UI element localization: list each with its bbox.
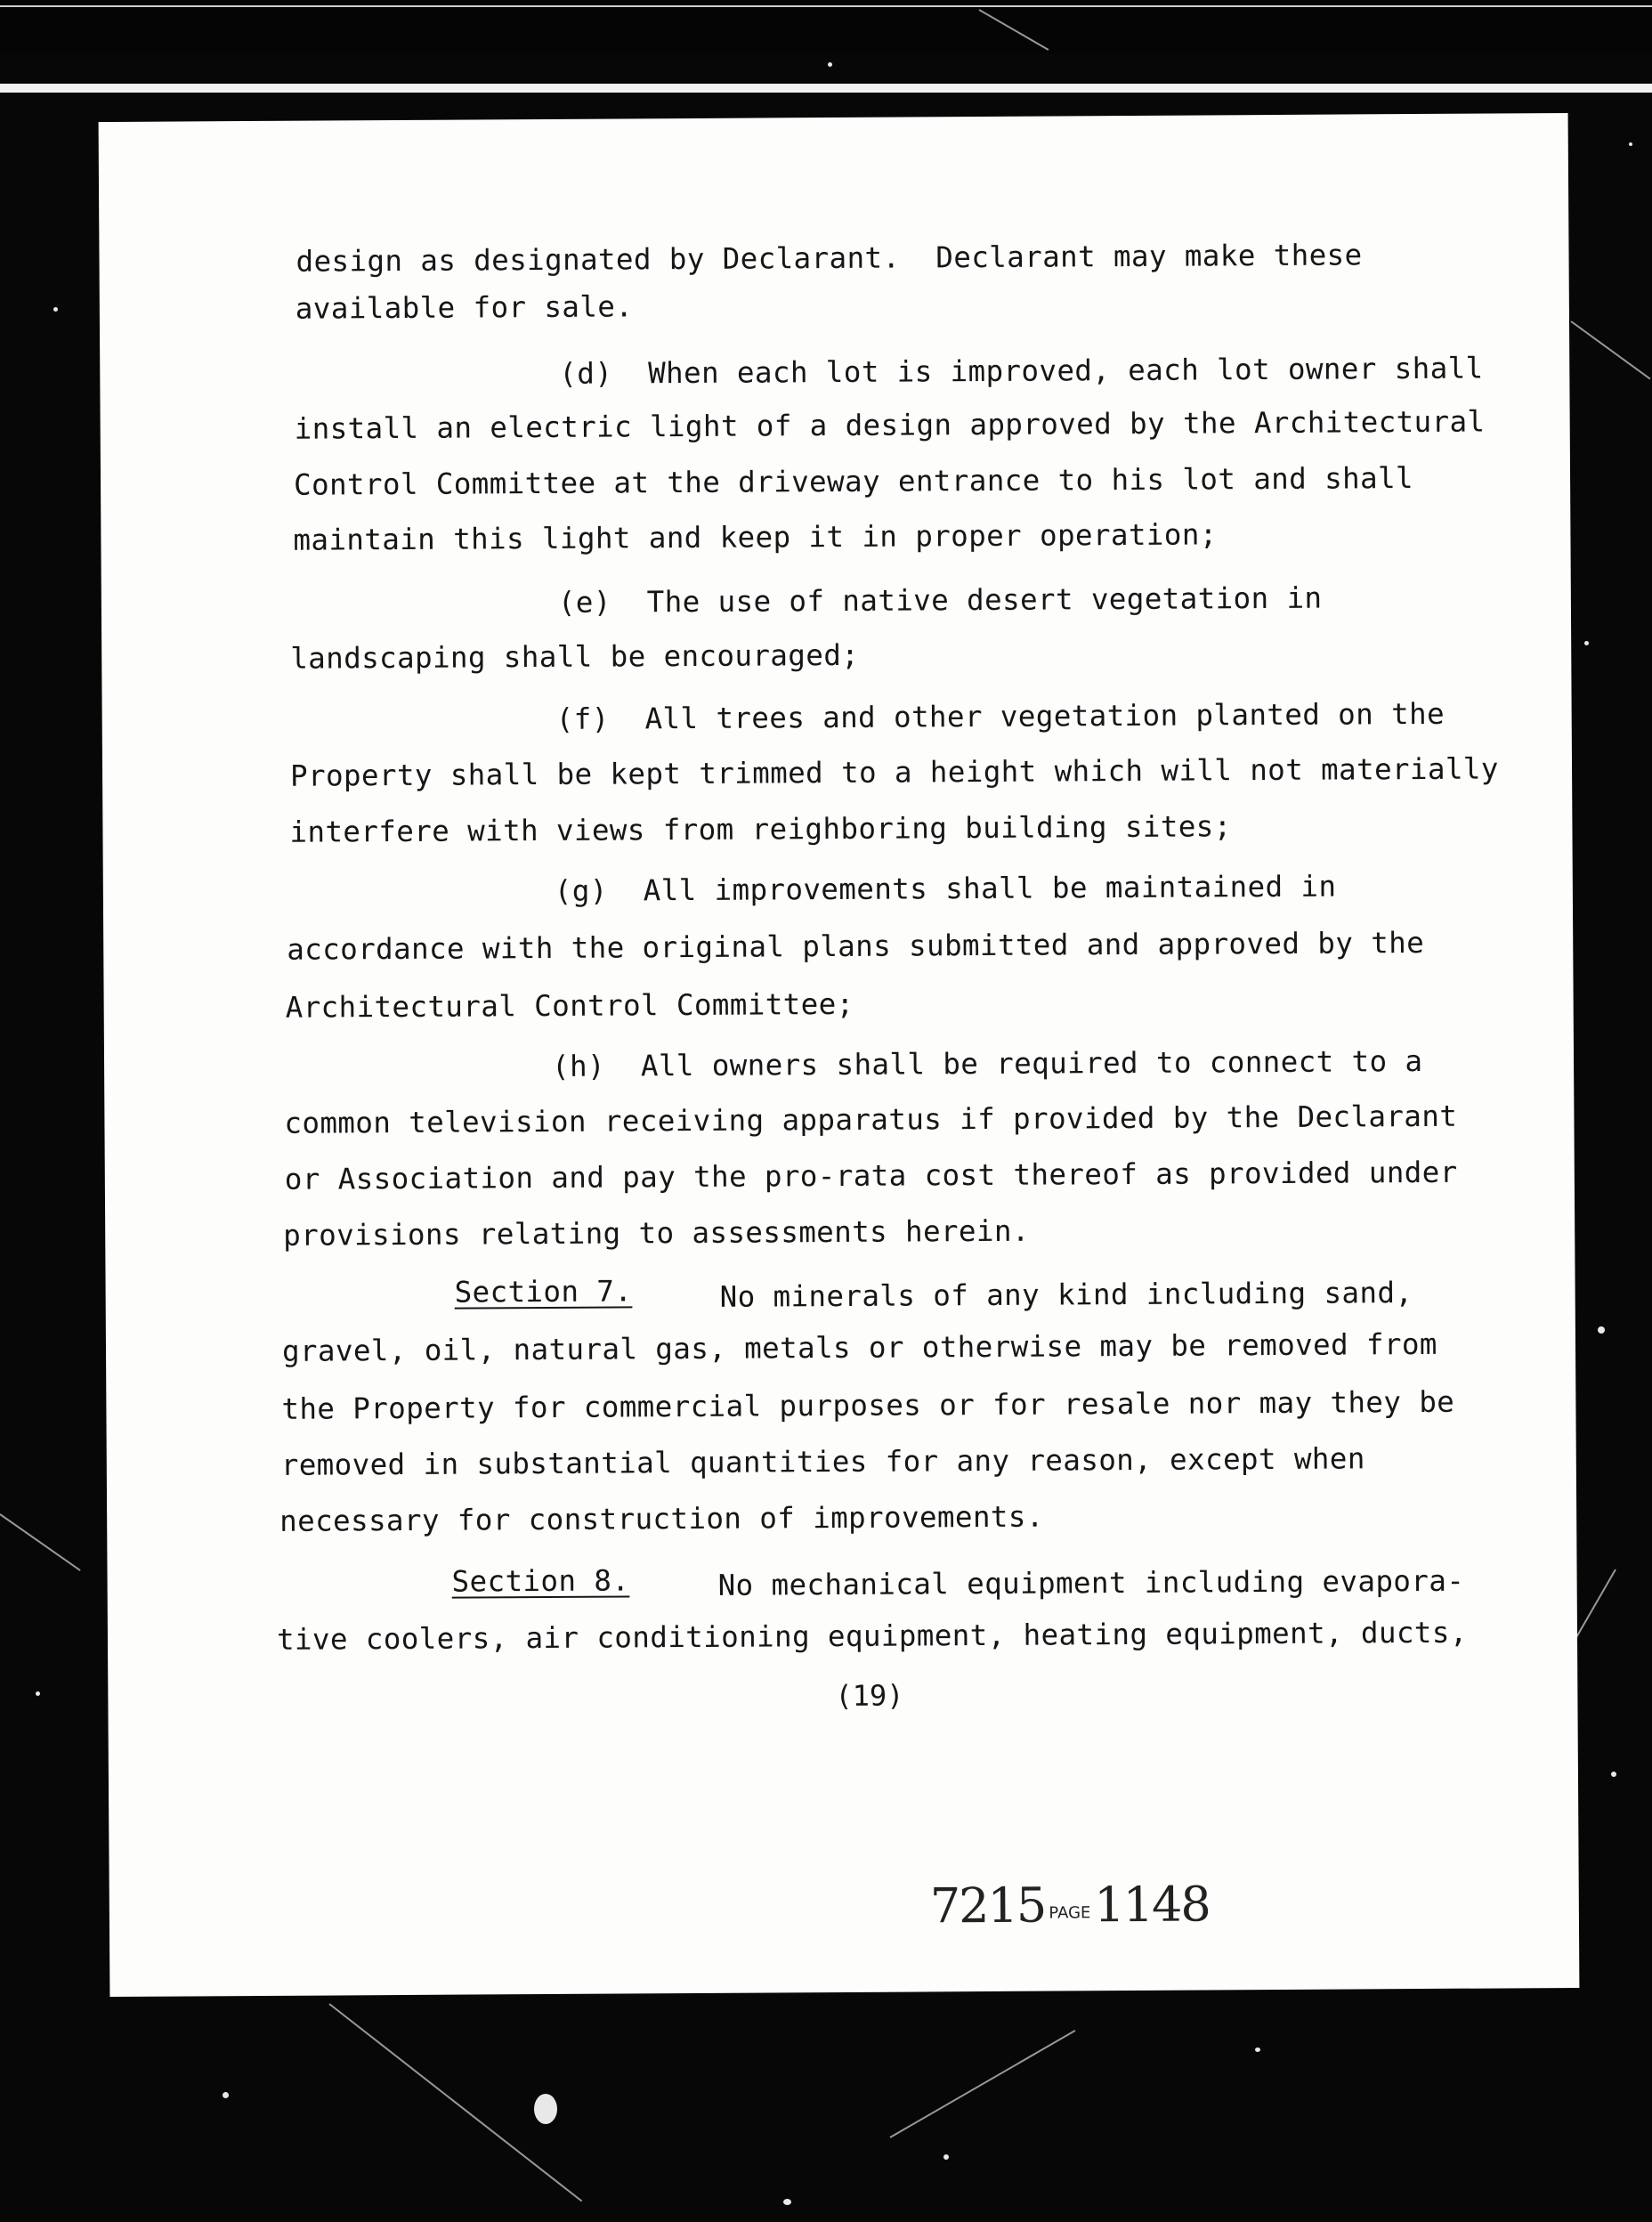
paragraph-d-line: (d) When each lot is improved, each lot owner shall (559, 351, 1484, 391)
scan-speck (36, 1691, 40, 1696)
text-line: removed in substantial quantities for any reason, except when (280, 1441, 1365, 1482)
scan-speck (1629, 142, 1632, 146)
section-8-line: No mechanical equipment including evapora- (717, 1563, 1465, 1602)
text-line: or Association and pay the pro-rata cost thereof as provided under (284, 1155, 1458, 1196)
paragraph-h-line: (h) All owners shall be required to connect to a (551, 1043, 1423, 1083)
section-7-heading: Section 7. (454, 1274, 633, 1310)
text-line: install an electric light of a design approved by the Architectural (294, 404, 1486, 446)
book-page-stamp (930, 1876, 1210, 1934)
scan-scratch (890, 2030, 1076, 2138)
scan-speck (223, 2092, 229, 2098)
scan-top-line (0, 5, 1652, 7)
section-8-heading: Section 8. (451, 1563, 630, 1599)
text-line: Architectural Control Committee; (285, 986, 854, 1025)
scan-speck (1611, 1772, 1616, 1777)
scan-scratch (1570, 320, 1650, 379)
text-line: provisions relating to assessments herein. (283, 1213, 1030, 1253)
stamp-page-number: 1148 (1094, 1876, 1210, 1934)
paragraph-e-line: (e) The use of native desert vegetation in (557, 580, 1323, 620)
scan-speck (1598, 1326, 1605, 1334)
scan-speck (943, 2154, 949, 2160)
stamp-book-number: 7215 (929, 1877, 1046, 1934)
text-line: the Property for commercial purposes or for resale nor may they be (281, 1384, 1455, 1426)
scan-speck (828, 62, 832, 67)
text-line: Control Committee at the driveway entrance to his lot and shall (293, 461, 1414, 502)
text-line: necessary for construction of improvements. (279, 1499, 1044, 1538)
page-number: (19) (835, 1678, 904, 1714)
scan-speck (783, 2199, 791, 2205)
text-line: gravel, oil, natural gas, metals or otherwise may be removed from (281, 1326, 1437, 1368)
text-line: interfere with views from reighboring building sites; (289, 809, 1232, 849)
scan-scratch (0, 1513, 81, 1571)
text-line: available for sale. (295, 289, 634, 326)
text-line: landscaping shall be encouraged; (290, 637, 860, 676)
text-line: maintain this light and keep it in proper operation; (293, 517, 1218, 557)
paragraph-g-line: (g) All improvements shall be maintained in (554, 869, 1337, 908)
scan-top-band (0, 0, 1652, 53)
scan-speck (534, 2094, 557, 2124)
text-line: tive coolers, air conditioning equipment, heating equipment, ducts, (276, 1615, 1468, 1657)
text-line: accordance with the original plans submitted and approved by the (287, 925, 1425, 967)
scan-speck (1584, 641, 1589, 645)
text-line: design as designated by Declarant. Declarant may make these (296, 238, 1363, 279)
scan-scratch (1575, 1569, 1616, 1640)
section-7-line: No minerals of any kind including sand, (719, 1276, 1413, 1314)
text-line: common television receiving apparatus if provided by the Declarant (284, 1099, 1458, 1140)
scan-top-strip (0, 84, 1652, 93)
scan-speck (1255, 2048, 1260, 2052)
document-page (99, 113, 1580, 1997)
stamp-label: PAGE (1049, 1903, 1091, 1923)
paragraph-f-line: (f) All trees and other vegetation planted on the (555, 696, 1446, 736)
text-line: Property shall be kept trimmed to a height which will not materially (289, 751, 1499, 793)
scan-speck (53, 307, 58, 312)
